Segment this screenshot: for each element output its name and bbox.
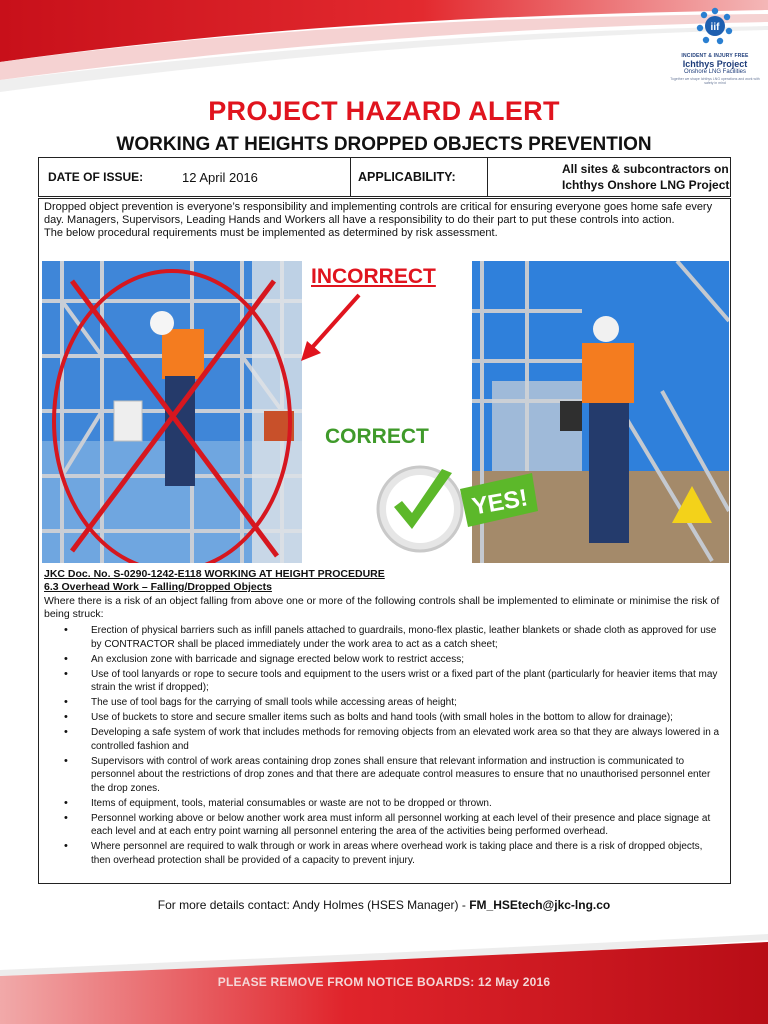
procedure-lead: Where there is a risk of an object falling from above one or more of the following controls shall be implemented to eliminate or minimise the risk of being struck: [44, 595, 720, 620]
red-arrow-icon [295, 289, 365, 369]
list-item: • Use of tool lanyards or rope to secure tools and equipment to the users wrist or a fixed part of the plant (particularly for heavier items that may strain the wrist if dropped); [39, 668, 732, 695]
alert-body [38, 198, 731, 884]
applicability-line: All sites & subcontractors on [562, 162, 729, 176]
contact-line [0, 898, 768, 912]
list-item: • Erection of physical barriers such as infill panels attached to guardrails, mono-flex plastic, leather blankets or shade cloth as approved for use by CONTRACTOR shall be placed immediately under the work area to act as a catch sheet; [39, 624, 732, 651]
svg-text:iif: iif [710, 22, 720, 33]
contact-person: For more details contact: Andy Holmes (HSES Manager) - [157, 898, 470, 912]
list-item: • Items of equipment, tools, material consumables or waste are not to be dropped or thrown. [39, 797, 732, 811]
correct-label: CORRECT [325, 425, 429, 448]
header-swoosh [0, 0, 768, 95]
procedure-section: 6.3 Overhead Work – Falling/Dropped Objects [44, 581, 272, 593]
page-title: PROJECT HAZARD ALERT [208, 96, 560, 126]
checkmark-yes-icon [372, 455, 542, 555]
logo-tagline: Together we shape Ichthys LNG operations and work with safety in mind [670, 77, 760, 85]
logo-project-name: Ichthys Project [682, 59, 748, 69]
applicability-value [488, 158, 730, 196]
list-item: • Use of buckets to store and secure smaller items such as bolts and hand tools (with small holes in the bottom to allow for drainage); [39, 711, 732, 725]
page-subtitle: WORKING AT HEIGHTS DROPPED OBJECTS PREVENTION [116, 134, 652, 155]
applicability-line: Ichthys Onshore LNG Project [562, 178, 730, 192]
yes-text: YES! [469, 484, 530, 521]
issue-info-table [38, 157, 731, 197]
date-of-issue-value: 12 April 2016 [182, 169, 258, 185]
list-item: • Where personnel are required to walk through or work in areas where overhead work is taking place and there is a risk of dropped objects, then overhead protection shall be provided of a capacity to prevent injury. [39, 840, 732, 867]
procedure-doc-number: JKC Doc. No. S-0290-1242-E118 WORKING AT HEIGHT PROCEDURE [44, 568, 385, 580]
footer-removal-notice: PLEASE REMOVE FROM NOTICE BOARDS: 12 May 2016 [217, 975, 551, 989]
contact-email-link[interactable]: FM_HSEtech@jkc-lng.co [469, 898, 611, 912]
intro-paragraph: Dropped object prevention is everyone’s responsibility and implementing controls are critical for ensuring everyone goes home safe every day. Managers, Supervisors, Leading Hands and Workers all have a responsibility to do their part to put these controls into action. [44, 201, 713, 226]
list-item: • Developing a safe system of work that includes methods for removing objects from an elevated work area so that they are always lowered in a controlled fashion and [39, 726, 732, 753]
intro-paragraph: The below procedural requirements must be implemented as determined by risk assessment. [44, 227, 498, 239]
logo-facility: Onshore LNG Facilities [683, 69, 747, 75]
incorrect-photo [42, 261, 302, 563]
date-of-issue-cell [39, 158, 351, 196]
incorrect-label: INCORRECT [311, 265, 436, 288]
iif-badge-icon [695, 6, 735, 46]
list-item: • Supervisors with control of work areas containing drop zones shall ensure that relevant information and instruction is communicated to personnel about the restrictions of drop zones and that there are adequate control measures to ensure that no unauthorised personnel enter the drop zones. [39, 755, 732, 796]
procedure-control-list [39, 624, 732, 869]
iif-logo [668, 4, 762, 104]
logo-caption: INCIDENT & INJURY FREE [681, 53, 749, 59]
list-item: • The use of tool bags for the carrying of small tools while accessing areas of height; [39, 696, 732, 710]
applicability-label: APPLICABILITY: [351, 158, 488, 196]
list-item: • Personnel working above or below another work area must inform all personnel working at each level of their presence and place signage at each level and at each entry point warning all personnel entering the area of the activities being performed overhead. [39, 812, 732, 839]
list-item: • An exclusion zone with barricade and signage erected below work to restrict access; [39, 653, 732, 667]
date-of-issue-label: DATE OF ISSUE: [48, 170, 144, 184]
intro-text [44, 201, 727, 240]
procedure-reference [44, 568, 727, 621]
